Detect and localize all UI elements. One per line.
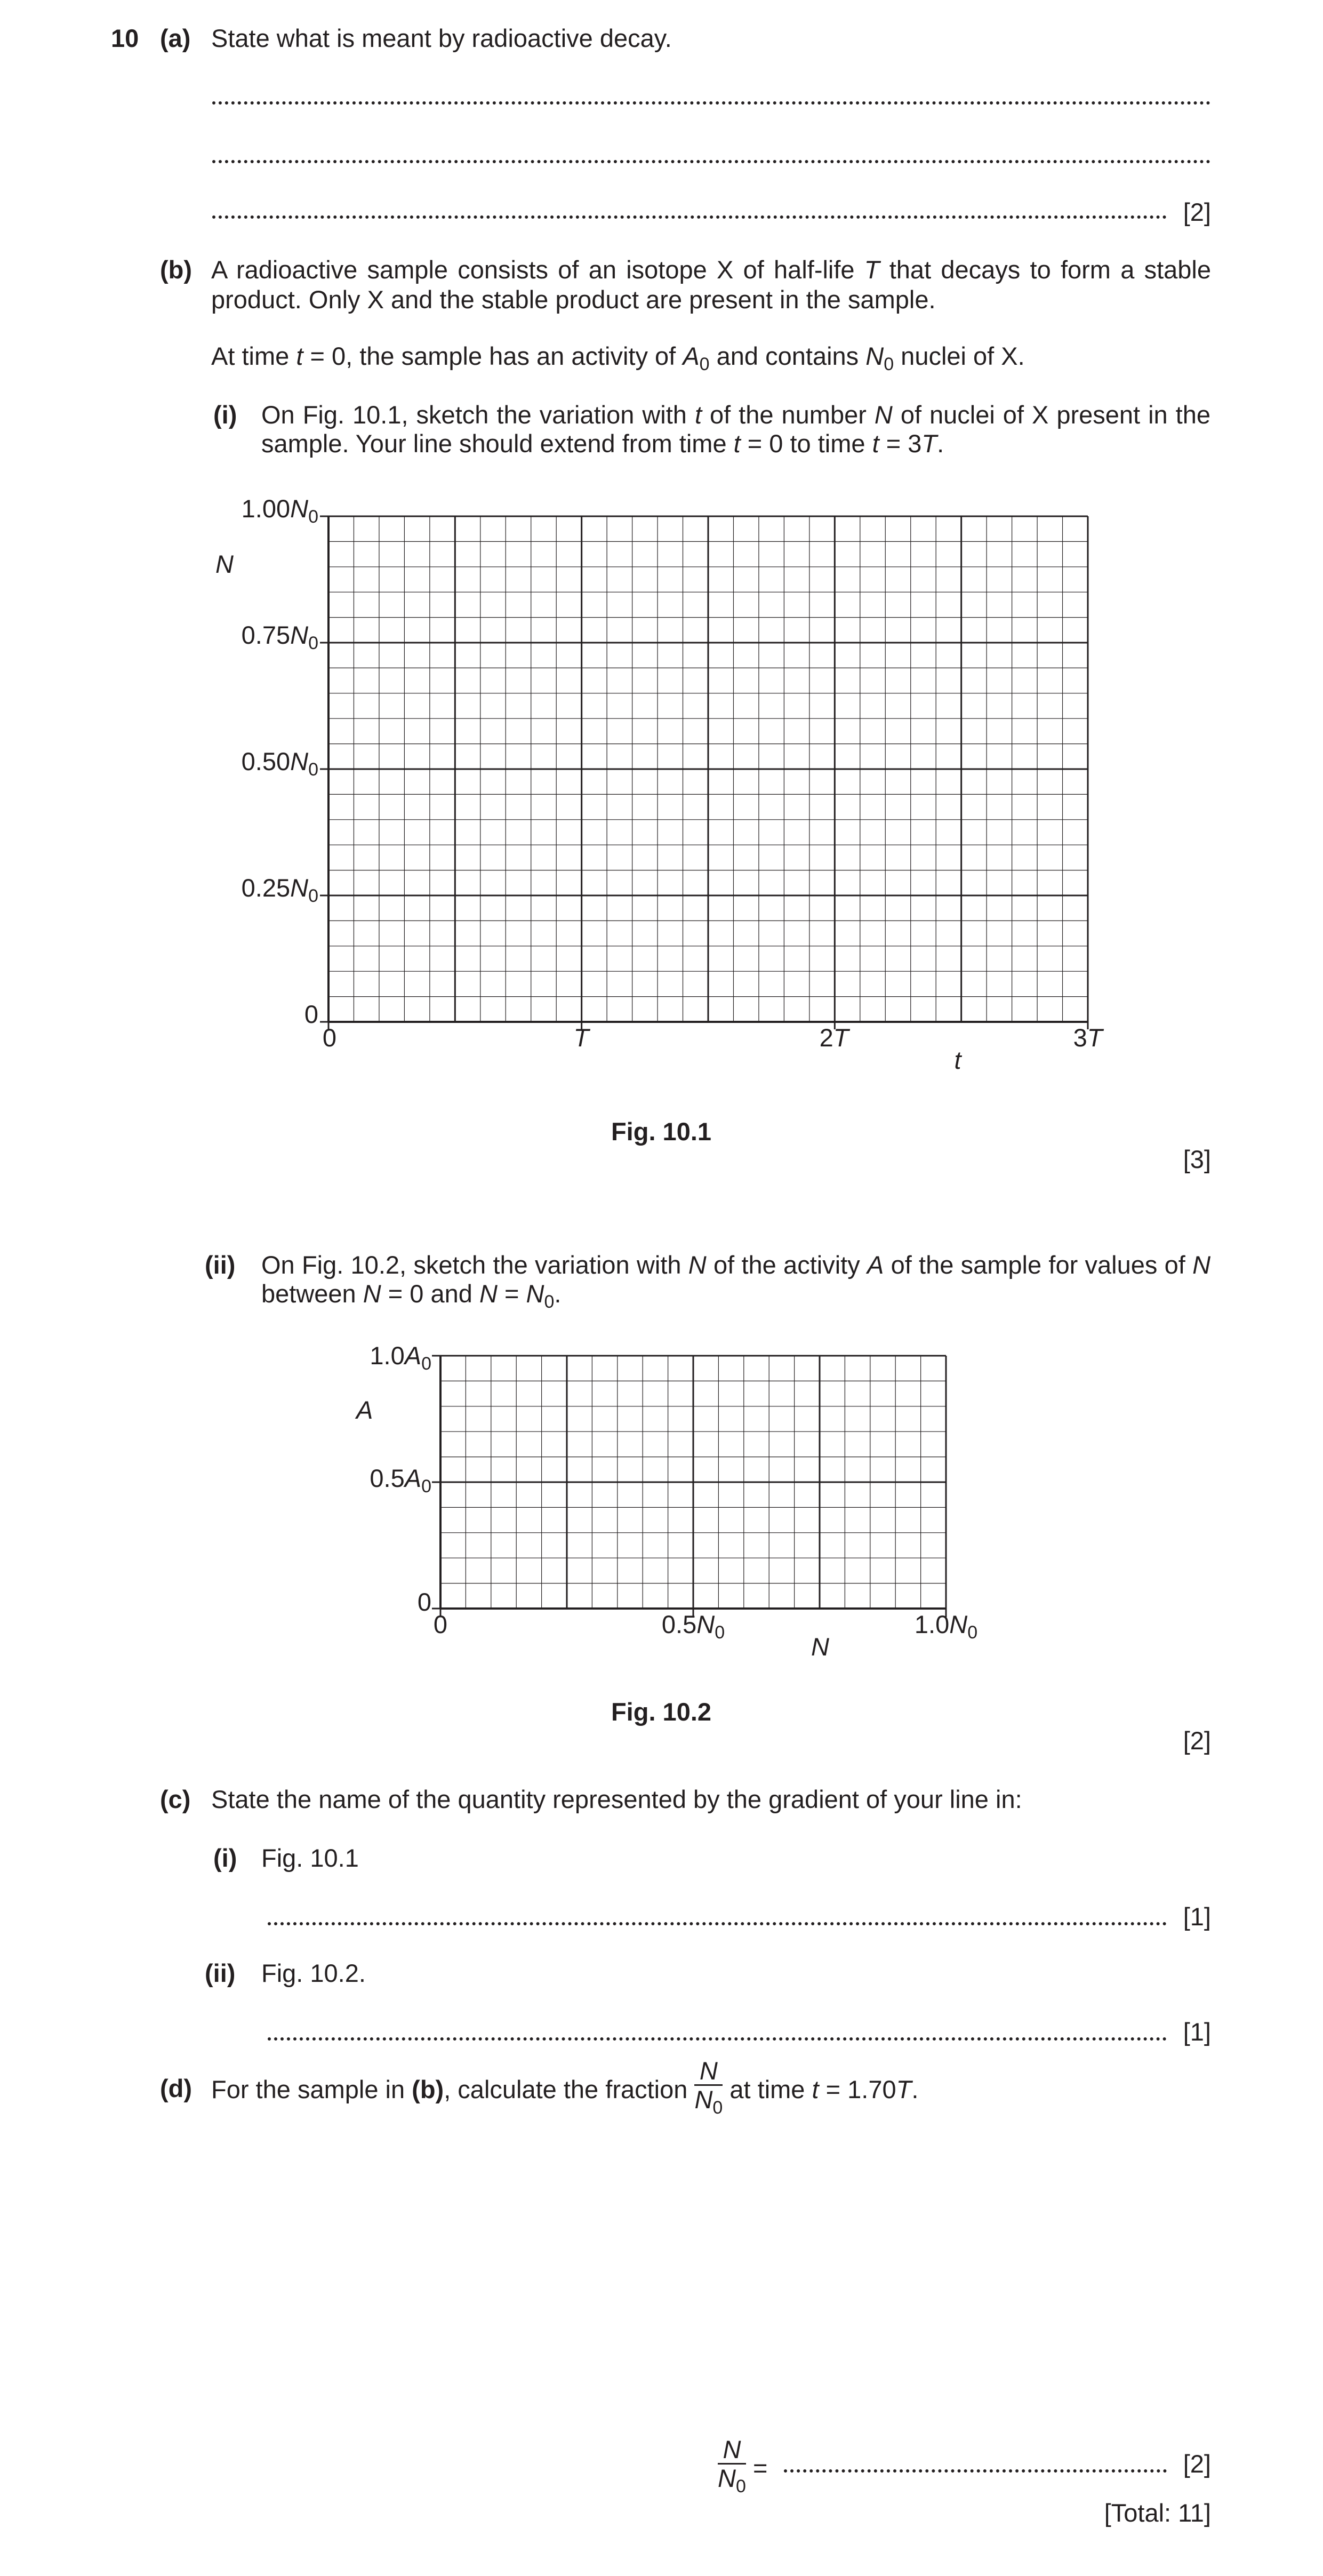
fig1-y-tick-075: $0.75N_0$ bbox=[241, 621, 318, 653]
fig1-y-tick-025: $0.25N_0$ bbox=[241, 874, 318, 906]
fig2-x-tick-0: 0 bbox=[433, 1610, 448, 1638]
part-d-text: For the sample in (b), calculate the fraction $\frac{N}{N_0}$ at time t = 1.70T. bbox=[211, 2058, 918, 2122]
fig2-y-axis-label: A bbox=[356, 1396, 373, 1424]
fig1-y-tick-100: $1.00N_0$ bbox=[241, 494, 318, 527]
part-a-label: (a) bbox=[160, 24, 191, 52]
part-b-i-line2: sample. Your line should extend from time t = 0 to time t = 3T. bbox=[261, 429, 944, 458]
part-b-ii-line1: On Fig. 10.2, sketch the variation with N of the activity A of the sample for values of N bbox=[261, 1251, 1211, 1279]
part-c-ii-label: (ii) bbox=[205, 1959, 236, 1987]
fig1-x-tick-3T: 3T bbox=[1073, 1023, 1103, 1052]
fig2-y-tick-05: $0.5A_0$ bbox=[370, 1464, 431, 1497]
part-b-i-line1: On Fig. 10.1, sketch the variation with t of the number N of nuclei of X present in the bbox=[261, 401, 1211, 429]
part-c-ii-marks: [1] bbox=[1183, 2018, 1211, 2046]
fig1-y-tick-050: $0.50N_0$ bbox=[241, 747, 318, 780]
fig1-y-tick-0: 0 bbox=[304, 1000, 318, 1028]
part-d-answer-lhs: $\frac{N}{N_0}$ = bbox=[718, 2436, 767, 2500]
fig1-x-tick-T: T bbox=[573, 1023, 589, 1052]
part-b-text: A radioactive sample consists of an isotope X of half-life T that decays to form a stable product. Only X and the stable product are present in the sample. bbox=[211, 255, 1211, 314]
question-number: 10 bbox=[111, 24, 139, 52]
fig-10-1-caption: Fig. 10.1 bbox=[611, 1117, 712, 1146]
fig2-y-tick-10: $1.0A_0$ bbox=[370, 1341, 431, 1374]
fig-10-2-caption: Fig. 10.2 bbox=[611, 1698, 712, 1726]
part-b-ii-marks: [2] bbox=[1183, 1726, 1211, 1755]
fig-10-2-grid[interactable] bbox=[432, 1349, 949, 1621]
part-b-ii-line2: between N = 0 and $N = N_0$. bbox=[261, 1279, 562, 1312]
fig2-x-tick-10: $1.0N_0$ bbox=[914, 1610, 978, 1643]
part-c-label: (c) bbox=[160, 1785, 191, 1813]
part-c-i-text: Fig. 10.1 bbox=[261, 1844, 359, 1872]
answer-line-c-ii[interactable] bbox=[268, 2037, 1167, 2041]
part-b-i-label: (i) bbox=[213, 401, 237, 429]
fig1-x-tick-0: 0 bbox=[322, 1023, 337, 1052]
answer-line-a-1[interactable] bbox=[212, 101, 1210, 105]
part-c-i-label: (i) bbox=[213, 1844, 237, 1872]
fig1-y-axis-label: N bbox=[215, 550, 234, 578]
fig1-x-axis-label: t bbox=[954, 1046, 961, 1074]
part-b-ii-label: (ii) bbox=[205, 1251, 236, 1279]
part-c-ii-text: Fig. 10.2. bbox=[261, 1959, 366, 1987]
part-d-label: (d) bbox=[160, 2074, 193, 2102]
fig2-y-tick-0: 0 bbox=[417, 1588, 431, 1616]
part-d-marks: [2] bbox=[1183, 2450, 1211, 2478]
part-b-i-marks: [3] bbox=[1183, 1145, 1211, 1173]
question-total: [Total: 11] bbox=[1104, 2499, 1211, 2527]
part-a-text: State what is meant by radioactive decay. bbox=[211, 24, 672, 52]
part-b-label: (b) bbox=[160, 255, 193, 284]
fig1-x-tick-2T: 2T bbox=[819, 1023, 849, 1052]
fig-10-1-grid[interactable] bbox=[320, 501, 1099, 1029]
answer-line-a-3[interactable] bbox=[212, 215, 1167, 219]
answer-line-d[interactable] bbox=[784, 2469, 1167, 2473]
answer-line-c-i[interactable] bbox=[268, 1922, 1167, 1925]
fig2-x-axis-label: N bbox=[811, 1633, 829, 1661]
part-a-marks: [2] bbox=[1183, 198, 1211, 226]
part-b-initial-conditions: At time t = 0, the sample has an activity of $A_0$ and contains $N_0$ nuclei of X. bbox=[211, 342, 1025, 374]
answer-line-a-2[interactable] bbox=[212, 160, 1210, 163]
part-c-text: State the name of the quantity represented by the gradient of your line in: bbox=[211, 1785, 1022, 1813]
answer-fraction: $\frac{N}{N_0}$ bbox=[718, 2435, 746, 2497]
fraction-n-over-n0: $\frac{N}{N_0}$ bbox=[694, 2057, 723, 2118]
part-c-i-marks: [1] bbox=[1183, 1902, 1211, 1931]
fig2-x-tick-05: $0.5N_0$ bbox=[661, 1610, 725, 1643]
